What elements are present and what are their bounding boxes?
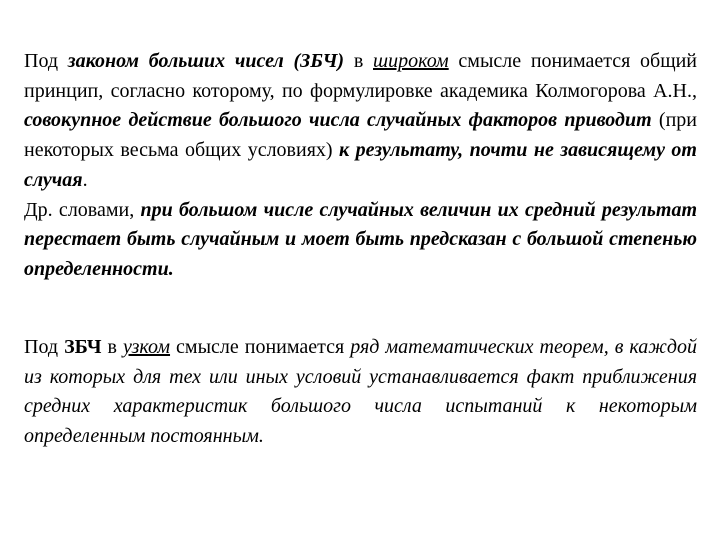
emphasis-average-predictable: при большом числе случайных величин их средний результат перестает быть случайным и моет быть предсказан с большой степенью определенности.	[24, 198, 698, 280]
emphasis-theorems: ряд математических теорем, в каждой из которых для тех или иных условий устанавливается факт приближения средних характеристик большого числа испытаний к некоторым определенным постоянным.	[24, 336, 697, 448]
broad-sense-definition-block	[24, 47, 697, 285]
narrow-sense-underlined: узком	[123, 336, 171, 358]
emphasis-result-independent: к результату, почти не зависящему от случая	[24, 139, 697, 191]
text-run: смысле понимается общий принцип, согласно которому, по формулировке академика Колмогорова А.Н.,	[24, 50, 698, 102]
text-run: Др. словами,	[24, 198, 141, 221]
text-run: смысле понимается	[170, 336, 351, 358]
emphasis-cumulative-action: совокупное действие большого числа случайных факторов приводит	[24, 109, 652, 132]
broad-sense-paragraph	[24, 47, 697, 196]
text-run: в	[344, 50, 373, 72]
in-other-words-paragraph	[24, 196, 697, 285]
narrow-sense-paragraph	[24, 333, 697, 452]
broad-sense-underlined: широком	[373, 50, 449, 72]
text-run: Под	[24, 50, 68, 72]
text-run: (при некоторых весьма общих условиях)	[24, 109, 697, 162]
term-lln-bold: законом больших чисел (ЗБЧ)	[67, 50, 345, 72]
narrow-sense-definition-block	[24, 333, 697, 452]
text-run: в	[101, 336, 124, 358]
text-run: .	[82, 168, 88, 191]
text-run: Под	[24, 336, 65, 358]
term-lln-abbrev: ЗБЧ	[64, 336, 102, 358]
